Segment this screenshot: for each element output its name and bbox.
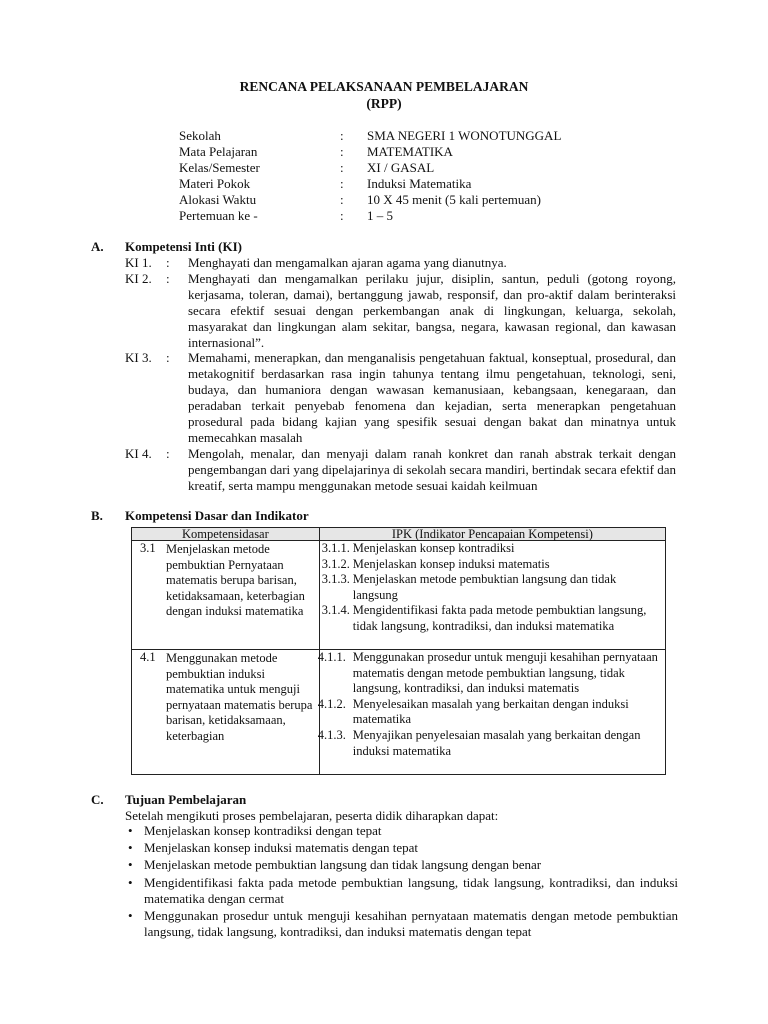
- identity-value: 1 – 5: [367, 208, 393, 223]
- objective-text: Menjelaskan metode pembuktian langsung dan tidak langsung dengan benar: [144, 857, 542, 873]
- ki-colon: :: [166, 446, 170, 461]
- ki-text: Menghayati dan mengamalkan perilaku jujur, disiplin, santun, peduli (gotong royong, kerjasama, toleran, damai), bertanggung jawab, responsif, dan pro-aktif dalam berinteraksi secara efektif sesuai dengan perkembangan anak di lingkungan, keluarga, sekolah, masyarakat dan lingkungan alam sekitar, bangsa, negara, kawasan regional, dan kawasan internasional”.: [188, 271, 676, 351]
- ipk-item: [320, 572, 665, 603]
- ki-colon: :: [166, 271, 170, 286]
- ipk-text: Menyelesaikan masalah yang berkaitan dengan induksi matematika: [352, 696, 629, 727]
- objective-text: Menjelaskan konsep kontradiksi dengan tepat: [144, 823, 382, 838]
- section-c-letter: C.: [91, 792, 104, 807]
- table-row: [132, 650, 666, 775]
- ki-code: KI 1.: [125, 255, 152, 270]
- section-a-letter: A.: [91, 239, 104, 254]
- ipk-number: 4.1.2.: [317, 696, 346, 711]
- kd-cell: [132, 541, 319, 620]
- kd-cell: [132, 650, 319, 745]
- ipk-text: Menjelaskan konsep induksi matematis: [352, 556, 550, 571]
- bullet-icon: •: [128, 874, 133, 890]
- table-row: [132, 541, 666, 650]
- list-item: [125, 908, 678, 940]
- ipk-number: 4.1.3.: [317, 727, 346, 742]
- document-subtitle: (RPP): [366, 96, 402, 111]
- objective-text: Mengidentifikasi fakta pada metode pembuktian langsung, tidak langsung, kontradiksi, dan induksi matematika dengan cermat: [144, 874, 678, 906]
- ipk-item: [317, 696, 665, 728]
- ipk-item: [317, 727, 665, 759]
- bullet-icon: •: [128, 857, 133, 873]
- ipk-column-header: IPK (Indikator Pencapaian Kompetensi): [319, 528, 665, 541]
- identity-value: Induksi Matematika: [367, 176, 472, 191]
- list-item: [125, 840, 678, 856]
- ipk-item: [320, 541, 665, 557]
- section-b-letter: B.: [91, 508, 103, 523]
- objectives-list: [125, 823, 678, 941]
- ipk-number: 3.1.1.: [321, 541, 350, 555]
- kd-ipk-table: [131, 527, 666, 775]
- identity-colon: :: [340, 160, 344, 175]
- ipk-text: Menjelaskan metode pembuktian langsung dan tidak langsung: [352, 572, 617, 602]
- identity-value: 10 X 45 menit (5 kali pertemuan): [367, 192, 542, 207]
- identity-value: XI / GASAL: [367, 160, 435, 175]
- kd-text: Menjelaskan metode pembuktian Pernyataan matematis berupa barisan, ketidaksamaan, keterbagian dengan induksi matematika: [166, 542, 305, 619]
- kd-text: Menggunakan metode pembuktian induksi matematika untuk menguji pernyataan matematis berupa barisan, ketidaksamaan, keterbagian: [166, 651, 313, 743]
- ipk-text: Menjelaskan konsep kontradiksi: [352, 541, 515, 555]
- ipk-item: [320, 557, 665, 573]
- identity-label: Kelas/Semester: [179, 160, 260, 175]
- section-c-title: Tujuan Pembelajaran: [125, 792, 247, 807]
- ki-code: KI 2.: [125, 271, 152, 286]
- bullet-icon: •: [128, 823, 133, 838]
- bullet-icon: •: [128, 908, 133, 924]
- ipk-item: [320, 603, 665, 634]
- ipk-number: 3.1.4.: [321, 603, 350, 618]
- bullet-icon: •: [128, 840, 133, 856]
- ipk-number: 3.1.2.: [321, 556, 350, 571]
- ki-text: Mengolah, menalar, dan menyaji dalam ranah konkret dan ranah abstrak terkait dengan pengembangan dari yang dipelajarinya di sekolah secara mandiri, bertindak secara efektif dan kreatif, serta mampu menggunakan metode sesuai kaidah keilmuan: [188, 446, 677, 494]
- section-b-title: Kompetensi Dasar dan Indikator: [125, 508, 309, 523]
- identity-colon: :: [340, 128, 344, 143]
- ki-colon: :: [166, 255, 170, 270]
- ki-code: KI 4.: [125, 446, 152, 461]
- section-a-title: Kompetensi Inti (KI): [125, 239, 242, 254]
- list-item: [125, 875, 678, 907]
- kd-number: 4.1: [140, 650, 156, 664]
- ki-text: Memahami, menerapkan, dan menganalisis pengetahuan faktual, konseptual, prosedural, dan metakognitif berdasarkan rasa ingin tahunya tentang ilmu pengetahuan, teknologi, seni, budaya, dan humaniora dengan wawasan kemanusiaan, kebangsaan, kenegaraan, dan peradaban terkait penyebab fenomena dan kejadian, serta menerapkan pengetahuan prosedural pada bidang kajian yang spesifik sesuai dengan bakat dan minatnya untuk memecahkan masalah: [188, 350, 676, 446]
- identity-value: MATEMATIKA: [367, 144, 453, 159]
- list-item: [125, 857, 678, 873]
- identity-label: Sekolah: [179, 128, 221, 143]
- identity-value: SMA NEGERI 1 WONOTUNGGAL: [367, 128, 562, 143]
- identity-colon: :: [340, 176, 344, 191]
- identity-label: Materi Pokok: [179, 176, 251, 191]
- kd-column-header: Kompetensidasar: [132, 528, 320, 541]
- section-c-intro: Setelah mengikuti proses pembelajaran, peserta didik diharapkan dapat:: [125, 808, 499, 823]
- ki-code: KI 3.: [125, 350, 152, 365]
- objective-text: Menjelaskan konsep induksi matematis dengan tepat: [144, 840, 419, 856]
- ipk-number: 4.1.1.: [317, 650, 346, 664]
- identity-colon: :: [340, 208, 344, 223]
- ipk-item: [317, 650, 665, 697]
- table-header-row: [132, 528, 666, 541]
- identity-colon: :: [340, 192, 344, 207]
- list-item: [125, 823, 678, 839]
- ki-colon: :: [166, 350, 170, 365]
- objective-text: Menggunakan prosedur untuk menguji kesahihan pernyataan matematis dengan metode pembuktian langsung, tidak langsung, kontradiksi, dan induksi matematis dengan tepat: [144, 908, 678, 940]
- document-title: RENCANA PELAKSANAAN PEMBELAJARAN: [239, 79, 529, 94]
- ipk-text: Menyajikan penyelesaian masalah yang berkaitan dengan induksi matematika: [352, 727, 641, 758]
- ki-text: Menghayati dan mengamalkan ajaran agama yang dianutnya.: [188, 255, 507, 270]
- identity-label: Pertemuan ke -: [179, 208, 258, 223]
- identity-label: Alokasi Waktu: [179, 192, 257, 207]
- ipk-text: Menggunakan prosedur untuk menguji kesahihan pernyataan matematis dengan metode pembuktian langsung, tidak langsung, kontradiksi, dan induksi matematis: [352, 650, 658, 696]
- kd-number: 3.1: [140, 541, 156, 555]
- identity-colon: :: [340, 144, 344, 159]
- identity-label: Mata Pelajaran: [179, 144, 258, 159]
- ipk-text: Mengidentifikasi fakta pada metode pembuktian langsung, tidak langsung, kontradiksi, dan induksi matematika: [352, 603, 647, 633]
- ipk-number: 3.1.3.: [321, 572, 350, 587]
